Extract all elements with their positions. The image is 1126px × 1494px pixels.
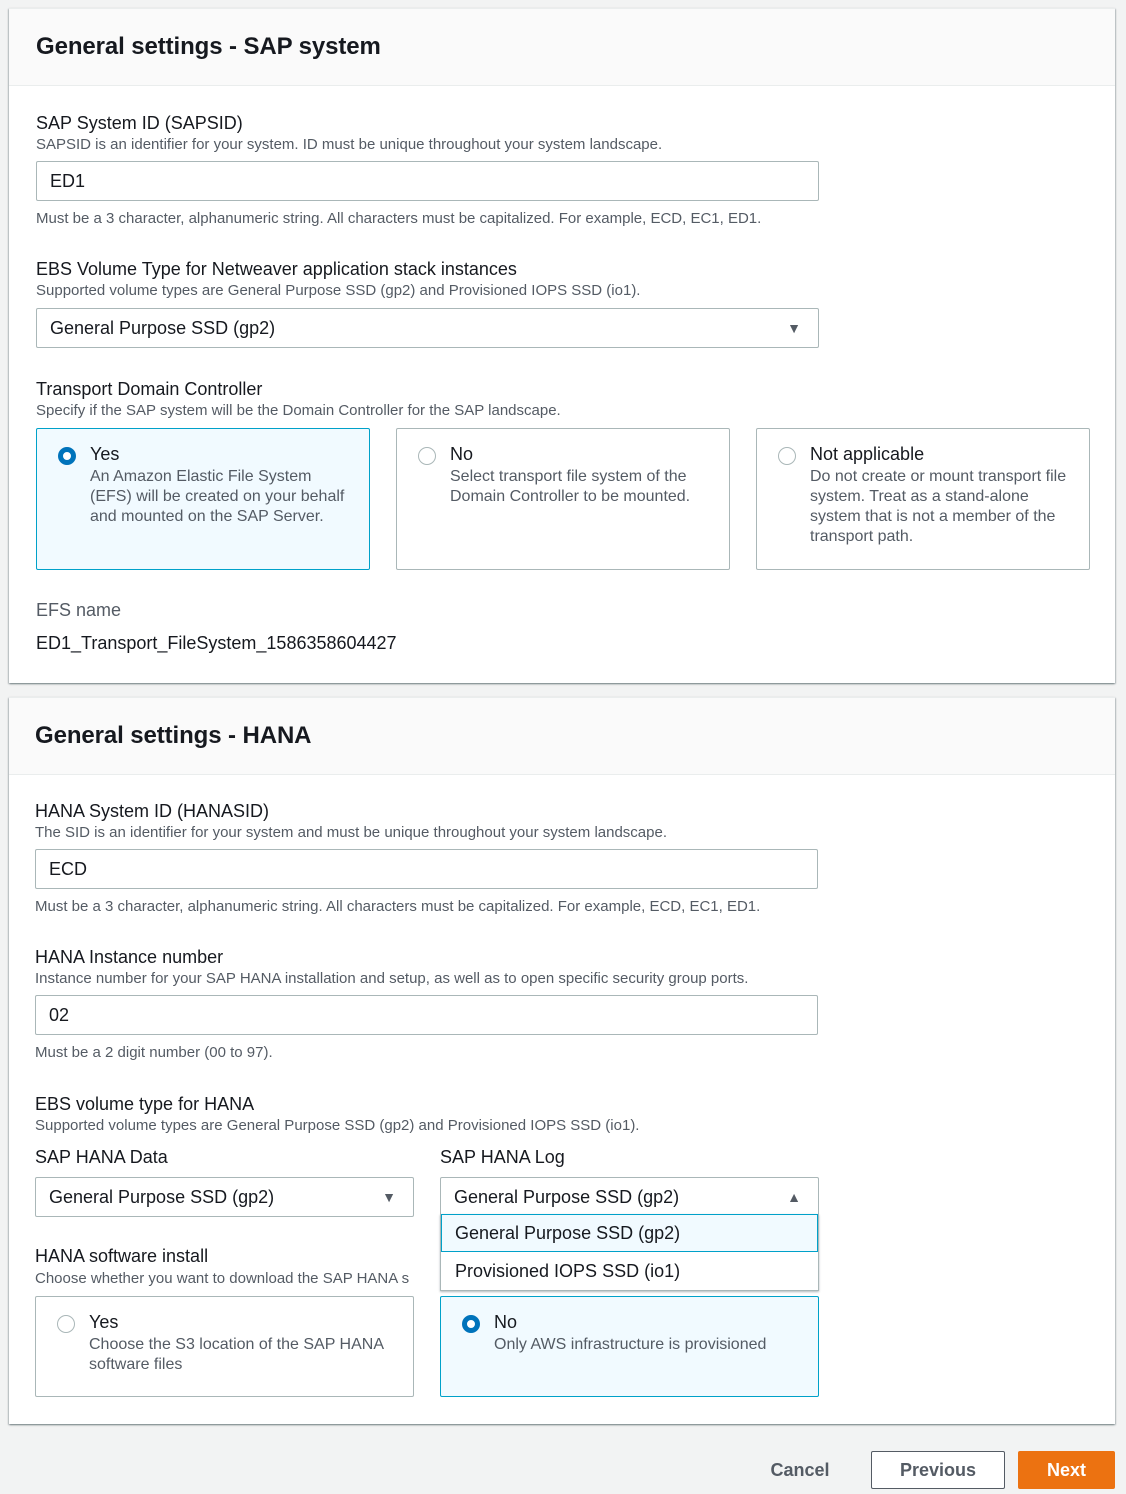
transport-option-not-applicable-description: Do not create or mount transport file system. Treat as a stand-alone system that is not a member of the transport path. [810, 468, 1067, 545]
software-install-option-yes-description: Choose the S3 location of the SAP HANA software files [89, 1336, 384, 1373]
hana-software-install-field [35, 1245, 455, 1289]
caret-down-icon: ▼ [787, 320, 801, 336]
ebs-volume-hana-field [35, 1093, 818, 1136]
transport-domain-field [36, 378, 1096, 421]
caret-up-icon: ▲ [787, 1189, 801, 1205]
sap-system-panel-title: General settings - SAP system [36, 33, 381, 60]
radio-unchecked-icon[interactable] [778, 447, 796, 465]
software-install-option-no-title: No [494, 1312, 518, 1332]
sapsid-field [36, 112, 819, 229]
hana-software-install-description: Choose whether you want to download the SAP HANA s [35, 1270, 410, 1287]
transport-option-not-applicable[interactable] [756, 428, 1090, 570]
hanasid-input-value: ECD [49, 858, 88, 879]
radio-unchecked-icon[interactable] [418, 447, 436, 465]
hana-data-label: SAP HANA Data [35, 1147, 168, 1167]
sapsid-input-value: ED1 [50, 170, 86, 191]
efs-name-field [36, 599, 397, 654]
transport-option-no-description: Select transport file system of the Domain Controller to be mounted. [450, 468, 691, 505]
transport-domain-label: Transport Domain Controller [36, 379, 263, 399]
transport-option-no-title: No [450, 444, 474, 464]
software-install-option-no[interactable] [440, 1296, 819, 1397]
efs-name-label: EFS name [36, 600, 122, 620]
transport-option-yes-description: An Amazon Elastic File System (EFS) will be created on your behalf and mounted on the SAP Server. [90, 468, 345, 525]
hana-instance-label: HANA Instance number [35, 947, 224, 967]
hana-log-selected: General Purpose SSD (gp2) [454, 1186, 680, 1207]
radio-checked-icon[interactable] [58, 447, 76, 465]
hana-data-field [35, 1146, 414, 1217]
ebs-volume-hana-label: EBS volume type for HANA [35, 1094, 255, 1114]
cancel-button[interactable]: Cancel [770, 1459, 830, 1480]
hanasid-constraint: Must be a 3 character, alphanumeric string. All characters must be capitalized. For example, ECD, EC1, ED1. [35, 898, 761, 915]
hana-instance-constraint: Must be a 2 digit number (00 to 97). [35, 1044, 273, 1061]
transport-option-yes-title: Yes [90, 444, 120, 464]
software-install-option-no-description: Only AWS infrastructure is provisioned [494, 1336, 767, 1353]
sapsid-description: SAPSID is an identifier for your system. ID must be unique throughout your system landscape. [36, 136, 663, 153]
hana-log-dropdown-menu [440, 1214, 819, 1291]
hanasid-field [35, 800, 818, 917]
sapsid-label: SAP System ID (SAPSID) [36, 113, 243, 133]
hana-data-selected: General Purpose SSD (gp2) [49, 1186, 275, 1207]
hana-log-field [440, 1146, 819, 1217]
hana-software-install-label: HANA software install [35, 1246, 209, 1266]
hana-panel-title: General settings - HANA [35, 722, 312, 749]
previous-button[interactable]: Previous [871, 1451, 1005, 1489]
ebs-volume-hana-description: Supported volume types are General Purpose SSD (gp2) and Provisioned IOPS SSD (io1). [35, 1117, 640, 1134]
sapsid-constraint: Must be a 3 character, alphanumeric string. All characters must be capitalized. For example, ECD, EC1, ED1. [36, 210, 762, 227]
hana-log-option-gp2[interactable]: General Purpose SSD (gp2) [441, 1214, 818, 1252]
transport-option-no[interactable] [396, 428, 730, 570]
hanasid-description: The SID is an identifier for your system and must be unique throughout your system landscape. [35, 824, 667, 841]
efs-name-value: ED1_Transport_FileSystem_1586358604427 [36, 633, 397, 653]
hana-instance-field [35, 946, 818, 1063]
ebs-volume-netweaver-selected: General Purpose SSD (gp2) [50, 317, 276, 338]
caret-down-icon: ▼ [382, 1189, 396, 1205]
sap-system-panel [9, 8, 1115, 683]
radio-unchecked-icon[interactable] [57, 1315, 75, 1333]
sapsid-input[interactable] [36, 161, 819, 201]
hana-panel [9, 697, 1115, 1424]
software-install-option-yes-title: Yes [89, 1312, 119, 1332]
hana-instance-description: Instance number for your SAP HANA installation and setup, as well as to open specific security group ports. [35, 970, 749, 987]
hana-data-select[interactable] [35, 1177, 414, 1217]
hana-log-option-io1[interactable]: Provisioned IOPS SSD (io1) [455, 1260, 681, 1281]
hanasid-label: HANA System ID (HANASID) [35, 801, 270, 821]
radio-checked-icon[interactable] [462, 1315, 480, 1333]
transport-option-yes[interactable] [36, 428, 370, 570]
software-install-option-yes[interactable] [35, 1296, 414, 1397]
next-button[interactable]: Next [1018, 1451, 1115, 1489]
hana-instance-input-value: 02 [49, 1004, 70, 1025]
transport-domain-description: Specify if the SAP system will be the Domain Controller for the SAP landscape. [36, 402, 561, 419]
ebs-volume-netweaver-label: EBS Volume Type for Netweaver application stack instances [36, 259, 517, 279]
hana-panel-header [9, 698, 1115, 775]
hana-log-select[interactable] [440, 1177, 819, 1217]
hana-log-label: SAP HANA Log [440, 1147, 565, 1167]
hana-instance-input[interactable] [35, 995, 818, 1035]
ebs-volume-netweaver-select[interactable] [36, 308, 819, 348]
ebs-volume-netweaver-description: Supported volume types are General Purpose SSD (gp2) and Provisioned IOPS SSD (io1). [36, 282, 641, 299]
sap-system-panel-header [9, 9, 1115, 86]
ebs-volume-netweaver-field [36, 258, 819, 348]
transport-option-not-applicable-title: Not applicable [810, 444, 925, 464]
hanasid-input[interactable] [35, 849, 818, 889]
